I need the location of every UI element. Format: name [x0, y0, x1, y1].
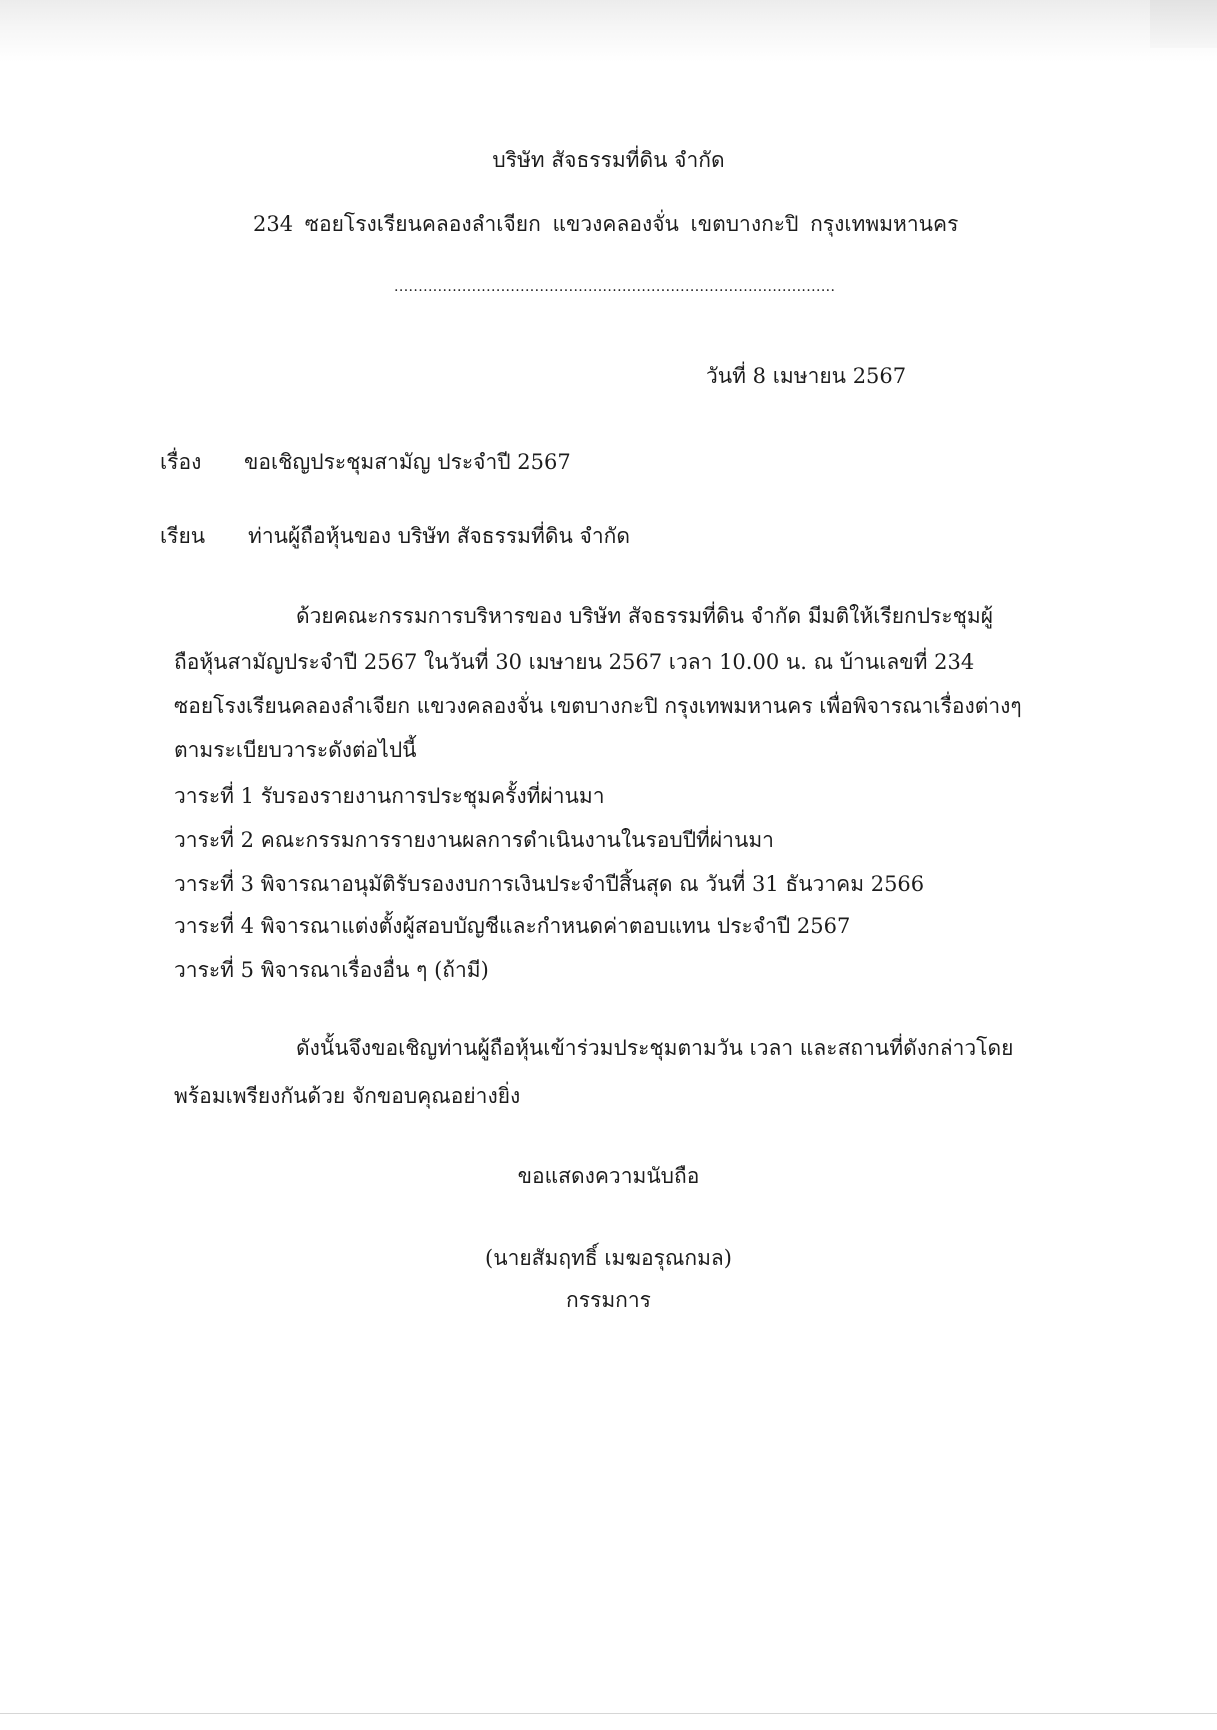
agenda-item: วาระที่ 1 รับรองรายงานการประชุมครั้งที่ผ่านมา: [174, 784, 605, 808]
signer-name: (นายสัมฤทธิ์ เมฆอรุณกมล): [485, 1246, 732, 1270]
paragraph-line: ดังนั้นจึงขอเชิญท่านผู้ถือหุ้นเข้าร่วมประชุมตามวัน เวลา และสถานที่ดังกล่าวโดย: [296, 1036, 1014, 1060]
recipient-label: เรียน: [160, 524, 206, 548]
paragraph-line: พร้อมเพรียงกันด้วย จักขอบคุณอย่างยิ่ง: [174, 1084, 521, 1108]
company-name: บริษัท สัจธรรมที่ดิน จำกัด: [492, 148, 725, 172]
scan-edge-top: [0, 0, 1217, 62]
agenda-item: วาระที่ 5 พิจารณาเรื่องอื่น ๆ (ถ้ามี): [174, 958, 489, 982]
subject-label: เรื่อง: [160, 450, 202, 474]
scan-edge-bottom: [0, 1713, 1217, 1714]
agenda-item: วาระที่ 4 พิจารณาแต่งตั้งผู้สอบบัญชีและกำหนดค่าตอบแทน ประจำปี 2567: [174, 914, 851, 938]
paragraph-line: ด้วยคณะกรรมการบริหารของ บริษัท สัจธรรมที่ดิน จำกัด มีมติให้เรียกประชุมผู้: [296, 604, 993, 628]
paragraph-line: ซอยโรงเรียนคลองลำเจียก แขวงคลองจั่น เขตบางกะปิ กรุงเทพมหานคร เพื่อพิจารณาเรื่องต่างๆ: [174, 694, 1022, 718]
paragraph-line: ตามระเบียบวาระดังต่อไปนี้: [174, 738, 417, 762]
signer-title: กรรมการ: [566, 1288, 651, 1312]
company-address: 234 ซอยโรงเรียนคลองลำเจียก แขวงคลองจั่น เขตบางกะปิ กรุงเทพมหานคร: [253, 212, 959, 236]
paragraph-line: ถือหุ้นสามัญประจำปี 2567 ในวันที่ 30 เมษายน 2567 เวลา 10.00 น. ณ บ้านเลขที่ 234: [174, 650, 975, 674]
subject-text: ขอเชิญประชุมสามัญ ประจำปี 2567: [244, 450, 571, 474]
agenda-item: วาระที่ 3 พิจารณาอนุมัติรับรองงบการเงินประจำปีสิ้นสุด ณ วันที่ 31 ธันวาคม 2566: [174, 872, 925, 896]
agenda-item: วาระที่ 2 คณะกรรมการรายงานผลการดำเนินงานในรอบปีที่ผ่านมา: [174, 828, 774, 852]
closing-salutation: ขอแสดงความนับถือ: [517, 1164, 700, 1188]
recipient-text: ท่านผู้ถือหุ้นของ บริษัท สัจธรรมที่ดิน จำกัด: [248, 524, 630, 548]
scan-edge-corner: [1150, 0, 1217, 48]
dotted-separator: ...........................................................................................: [394, 279, 836, 295]
letter-date: วันที่ 8 เมษายน 2567: [706, 364, 907, 388]
